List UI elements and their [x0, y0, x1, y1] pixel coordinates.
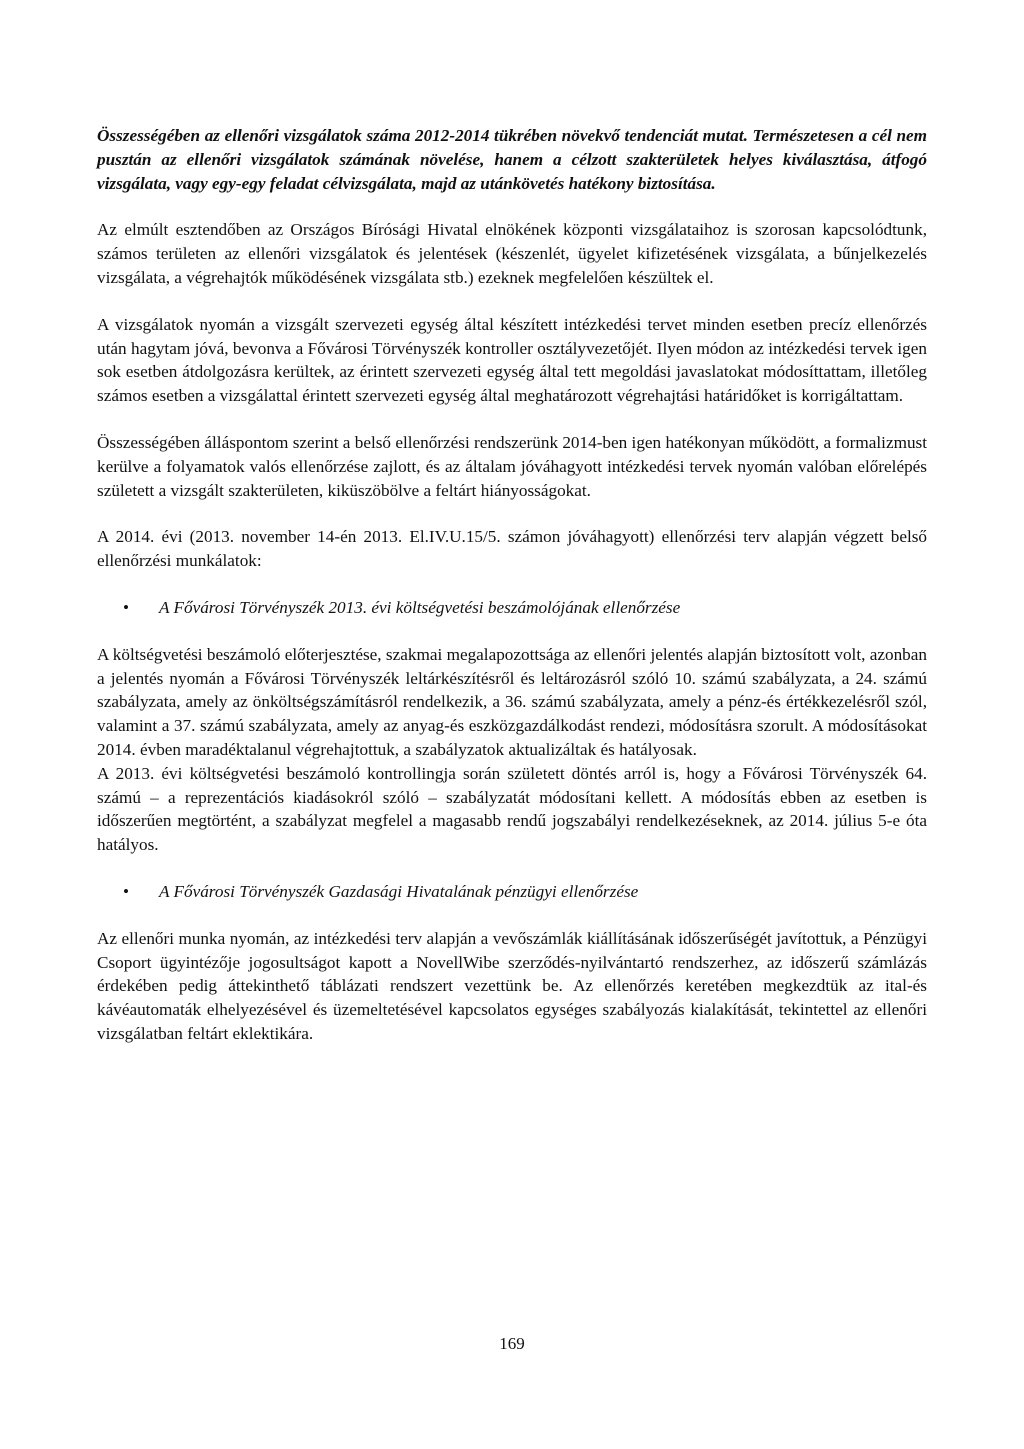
paragraph-action-plans: A vizsgálatok nyomán a vizsgált szervezeti egység által készített intézkedési tervet minden esetben precíz ellenőrzés után hagytam jóvá, bevonva a Fővárosi Törvényszék kontroller osztályvezetőjét. Ilyen módon az intézkedési tervek igen sok esetben átdolgozásra kerültek, az érintett szervezeti egység által tett megoldási javaslatokat módosíttattam, illetőleg számos esetben a vizsgálattal érintett szervezeti egység által meghatározott végrehajtási határidőket is korrigáltattam.	[97, 314, 927, 406]
paragraph-summary: Összességében álláspontom szerint a belső ellenőrzési rendszerünk 2014-ben igen hatékonyan működött, a formalizmust kerülve a folyamatok valós ellenőrzése zajlott, és az általam jóváhagyott intézkedési tervek nyomán valóban előrelépés született a vizsgált szakterületen, kiküszöbölve a feltárt hiányosságokat.	[97, 432, 928, 500]
page-number: 169	[499, 1334, 525, 1353]
bullet-item-budget-report	[97, 596, 927, 620]
bullet-item-financial-audit	[97, 880, 927, 904]
paragraph-obh-reviews: Az elmúlt esztendőben az Országos Bírósági Hivatal elnökének központi vizsgálataihoz is szorosan kapcsolódtunk, számos területen az ellenőri vizsgálatok és jelentések (készenlét, ügyelet kifizetésének vizsgálata, a bűnjelkezelés vizsgálata, a végrehajtók működésének vizsgálata stb.) ezeknek megfelelően készültek el.	[97, 220, 927, 287]
paragraph-financial-audit: Az ellenőri munka nyomán, az intézkedési terv alapján a vevőszámlák kiállításának időszerűségét javítottuk, a Pénzügyi Csoport ügyintézője jogosultságot kapott a NovellWibe szerződés-nyilvántartó rendszerhez, az időszerű számlázás érdekében pedig áttekinthető táblázati rendszert vezettünk be. Az ellenőrzés keretében megkezdtük az ital-és kávéautomaták elhelyezésével és üzemeltetésével kapcsolatos egységes szabályozás kialakítását, tekintettel az ellenőri vizsgálatban feltárt eklektikára.	[97, 928, 927, 1043]
paragraph-controlling: A 2013. évi költségvetési beszámoló kontrollingja során született döntés arról is, hogy a Fővárosi Törvényszék 64. számú – a reprezentációs kiadásokról szóló – szabályzatát módosítani kellett. A módosítás ebben az esetben is időszerűen megtörtént, a szabályzat megfelel a magasabb rendű jogszabályi rendelkezéseknek, az 2014. július 5-e óta hatályos.	[97, 763, 927, 855]
bullet-icon: •	[123, 597, 130, 617]
paragraph-audit-plan: A 2014. évi (2013. november 14-én 2013. El.IV.U.15/5. számon jóváhagyott) ellenőrzési terv alapján végzett belső ellenőrzési munkálatok:	[97, 527, 927, 571]
paragraph-budget-report: A költségvetési beszámoló előterjesztése, szakmai megalapozottsága az ellenőri jelentés alapján biztosított volt, azonban a jelentés nyomán a Fővárosi Törvényszék leltárkészítésről és leltározásról szóló 10. számú szabályzata, a 24. számú szabályzata, amely az önköltségszámításról rendelkezik, a 36. számú szabályzata, amely a pénz-és értékkezelésről szól, valamint a 37. számú szabályzata, amely az anyag-és eszközgazdálkodást rendezi, módosításra szorult. A módosításokat 2014. évben maradéktalanul végrehajtottuk, a szabályzatok aktualizáltak és hatályosak.	[97, 644, 927, 759]
bullet-label: A Fővárosi Törvényszék Gazdasági Hivatalának pénzügyi ellenőrzése	[159, 881, 639, 901]
bullet-icon: •	[123, 881, 130, 901]
intro-paragraph: Összességében az ellenőri vizsgálatok száma 2012-2014 tükrében növekvő tendenciát mutat. Természetesen a cél nem pusztán az ellenőri vizsgálatok számának növelése, hanem a célzott szakterületek helyes kiválasztása, átfogó vizsgálata, vagy egy-egy feladat célvizsgálata, majd az utánkövetés hatékony biztosítása.	[97, 126, 927, 193]
document-page	[97, 124, 927, 1046]
bullet-label: A Fővárosi Törvényszék 2013. évi költségvetési beszámolójának ellenőrzése	[159, 597, 681, 617]
